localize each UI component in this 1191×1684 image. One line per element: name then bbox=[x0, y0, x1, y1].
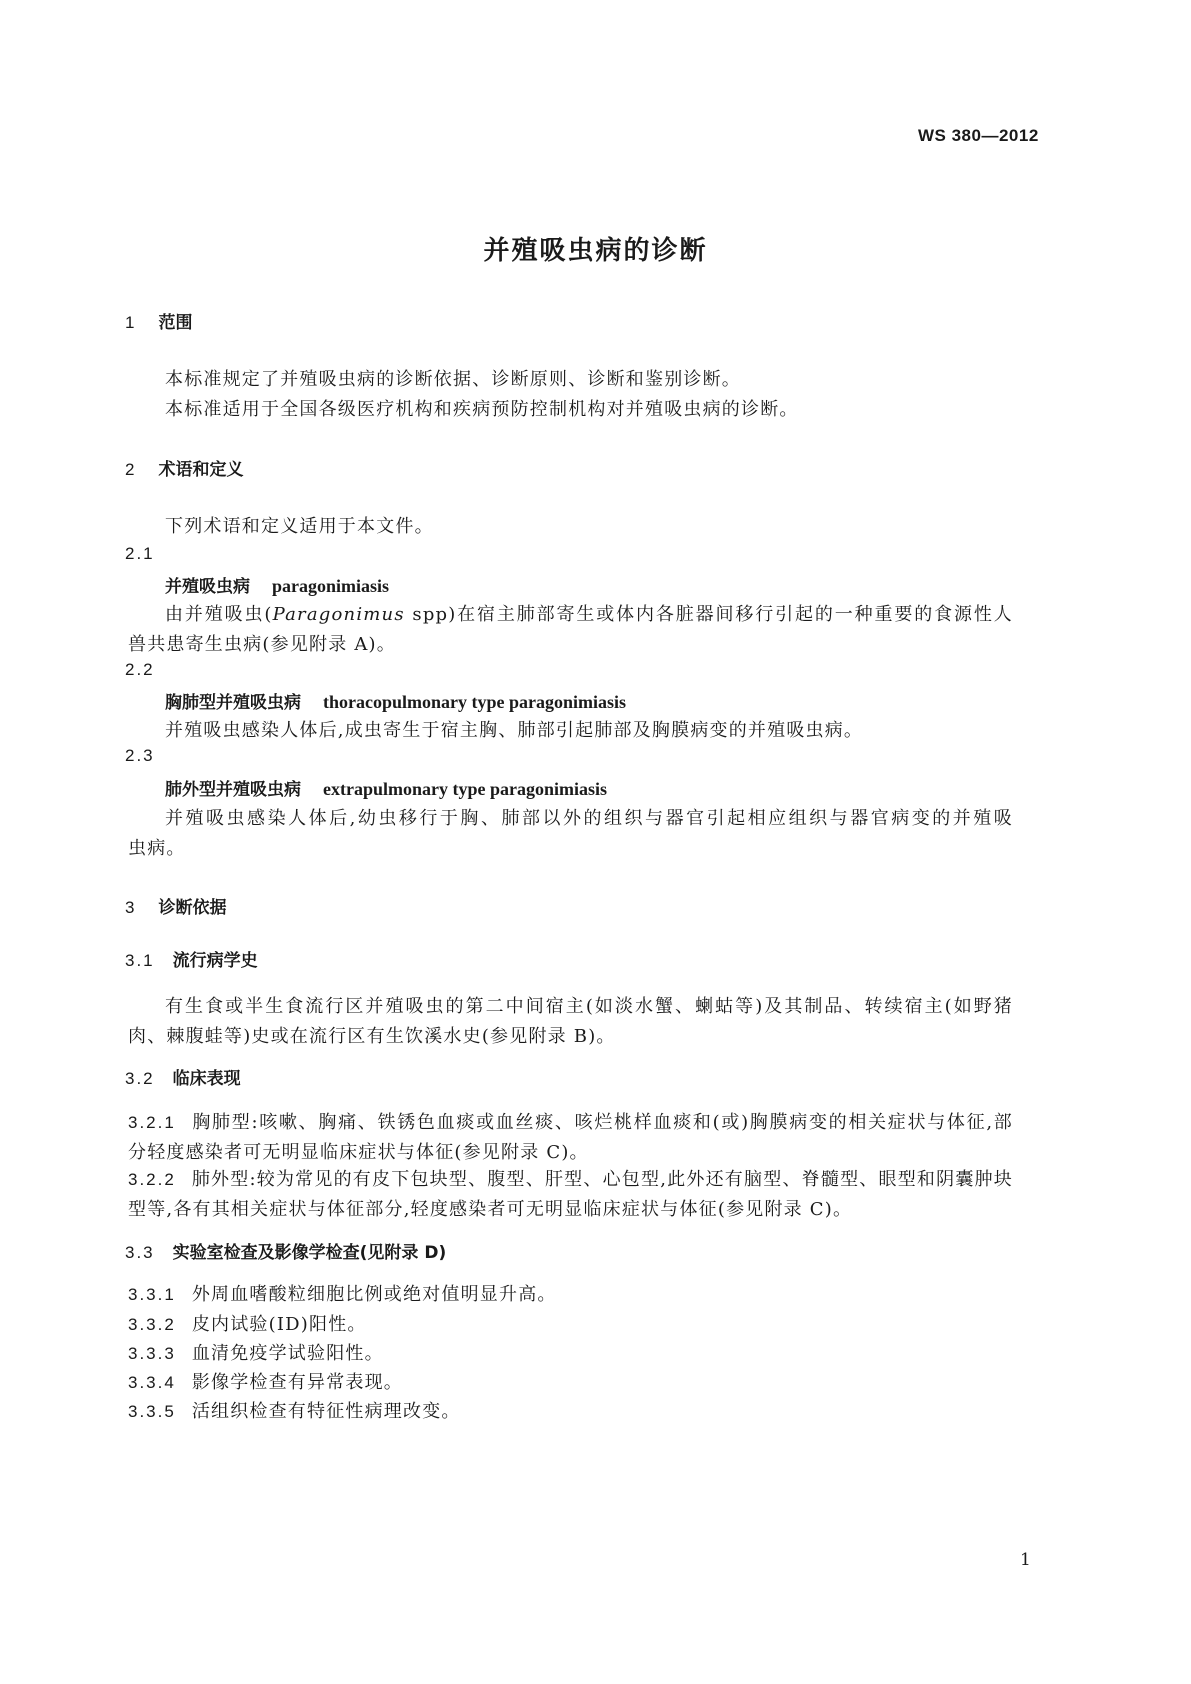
section-3-heading bbox=[125, 893, 226, 918]
term-english: extrapulmonary type paragonimiasis bbox=[323, 779, 608, 799]
standard-code: WS 380—2012 bbox=[918, 126, 1039, 145]
term-entry bbox=[165, 775, 607, 800]
document-title: 并殖吸虫病的诊断 bbox=[483, 236, 708, 266]
section-1-heading bbox=[125, 308, 192, 333]
clause-number: 3.2.1 bbox=[128, 1113, 176, 1132]
term-chinese: 肺外型并殖吸虫病 bbox=[165, 780, 301, 800]
section-number: 3 bbox=[125, 898, 137, 917]
term-number: 2.3 bbox=[125, 746, 155, 765]
clause-number: 3.3.2 bbox=[128, 1315, 176, 1334]
subsection-heading: 3.2 临床表现 bbox=[125, 1069, 241, 1089]
term-definition: 并殖吸虫感染人体后,成虫寄生于宿主胸、肺部引起肺部及胸膜病变的并殖吸虫病。 bbox=[165, 720, 864, 741]
section-2-heading bbox=[125, 455, 243, 480]
lab-item bbox=[128, 1397, 461, 1423]
term-definition: 由并殖吸虫(Paragonimus spp)在宿主肺部寄生或体内各脏器间移行引起的一种重要的食源性人 bbox=[165, 604, 1013, 625]
section-title: 范围 bbox=[158, 313, 193, 333]
term-definition: 并殖吸虫感染人体后,幼虫移行于胸、肺部以外的组织与器官引起相应组织与器官病变的并殖吸 bbox=[165, 808, 1013, 829]
clause-number: 3.3.5 bbox=[128, 1402, 176, 1421]
term-english: thoracopulmonary type paragonimiasis bbox=[323, 692, 627, 712]
clause-text: 活组织检查有特征性病理改变。 bbox=[191, 1401, 461, 1422]
term-number: 2.1 bbox=[125, 544, 155, 563]
paragraph: 下列术语和定义适用于本文件。 bbox=[165, 516, 434, 537]
paragraph: 有生食或半生食流行区并殖吸虫的第二中间宿主(如淡水蟹、蝲蛄等)及其制品、转续宿主(如野猪 bbox=[165, 996, 1013, 1017]
clause-text: 皮内试验(ID)阳性。 bbox=[191, 1314, 367, 1335]
paragraph-cont: 肉、棘腹蛙等)史或在流行区有生饮溪水史(参见附录 B)。 bbox=[128, 1026, 616, 1047]
clause-number: 3.3.1 bbox=[128, 1285, 176, 1304]
lab-item bbox=[128, 1339, 384, 1365]
clause-number: 3.2.2 bbox=[128, 1170, 176, 1189]
clause-cont: 分轻度感染者可无明显临床症状与体征(参见附录 C)。 bbox=[128, 1142, 589, 1163]
section-title: 术语和定义 bbox=[158, 460, 244, 480]
term-number: 2.2 bbox=[125, 660, 155, 679]
clause-number: 3.3.4 bbox=[128, 1373, 176, 1392]
lab-item bbox=[128, 1310, 367, 1336]
subsection-heading: 3.3 实验室检查及影像学检查(见附录 D) bbox=[125, 1243, 447, 1263]
page-number: 1 bbox=[1020, 1550, 1031, 1570]
section-title: 诊断依据 bbox=[158, 898, 227, 918]
clause-text: 外周血嗜酸粒细胞比例或绝对值明显升高。 bbox=[191, 1284, 557, 1305]
paragraph: 本标准规定了并殖吸虫病的诊断依据、诊断原则、诊断和鉴别诊断。 bbox=[165, 369, 741, 390]
clause-cont: 型等,各有其相关症状与体征部分,轻度感染者可无明显临床症状与体征(参见附录 C)。 bbox=[128, 1199, 853, 1220]
section-number: 1 bbox=[125, 313, 137, 332]
clause-text: 影像学检查有异常表现。 bbox=[191, 1372, 404, 1393]
clause-number: 3.3.3 bbox=[128, 1344, 176, 1363]
term-english: paragonimiasis bbox=[272, 576, 390, 596]
term-entry bbox=[165, 572, 389, 597]
lab-item bbox=[128, 1368, 403, 1394]
term-chinese: 并殖吸虫病 bbox=[165, 577, 250, 597]
term-definition-cont: 兽共患寄生虫病(参见附录 A)。 bbox=[128, 634, 396, 655]
term-definition-cont: 虫病。 bbox=[128, 838, 186, 859]
term-chinese: 胸肺型并殖吸虫病 bbox=[165, 693, 301, 713]
subsection-heading: 3.1 流行病学史 bbox=[125, 951, 258, 971]
section-number: 2 bbox=[125, 460, 137, 479]
clause: 3.2.2 肺外型:较为常见的有皮下包块型、腹型、肝型、心包型,此外还有脑型、脊髓型、眼型和阴囊肿块 bbox=[128, 1169, 1013, 1190]
clause-text: 血清免疫学试验阳性。 bbox=[191, 1343, 384, 1364]
paragraph: 本标准适用于全国各级医疗机构和疾病预防控制机构对并殖吸虫病的诊断。 bbox=[165, 399, 799, 420]
lab-item bbox=[128, 1280, 557, 1306]
clause: 3.2.1 胸肺型:咳嗽、胸痛、铁锈色血痰或血丝痰、咳烂桃样血痰和(或)胸膜病变的相关症状与体征,部 bbox=[128, 1112, 1013, 1133]
term-entry bbox=[165, 688, 626, 713]
